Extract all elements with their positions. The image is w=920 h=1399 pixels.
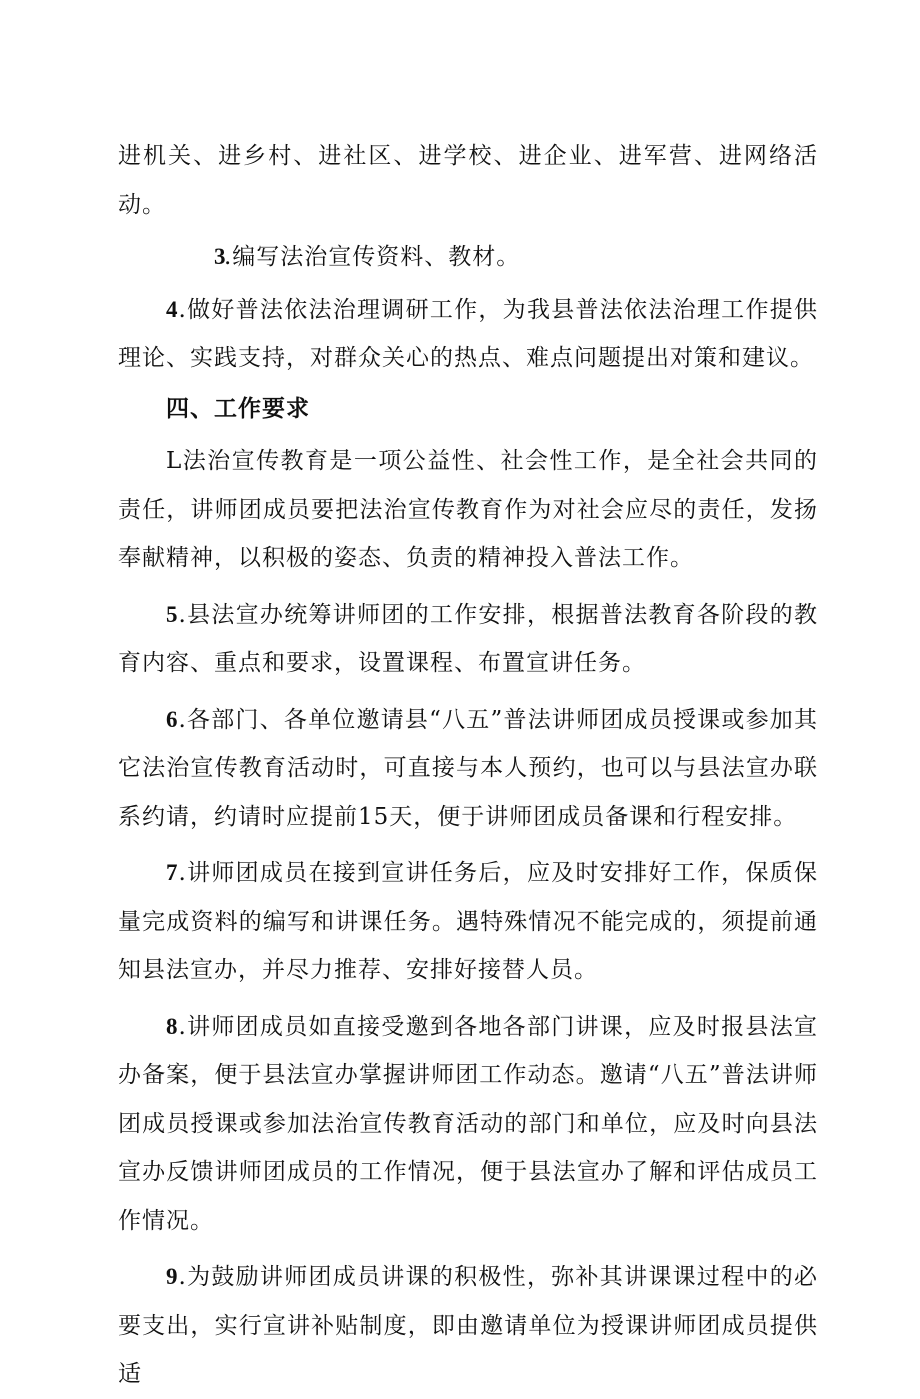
requirement-7-number: 7 — [166, 860, 179, 885]
section-heading-requirements: 四、工作要求 — [166, 395, 310, 422]
requirement-8-number: 8 — [166, 1013, 179, 1039]
requirement-7 — [118, 849, 818, 995]
item-3-number: 3 — [214, 244, 227, 269]
requirement-1: L法治宣传教育是一项公益性、社会性工作，是全社会共同的责任，讲师团成员要把法治宣传教育作为对社会应尽的责任，发扬奉献精神，以积极的姿态、负责的精神投入普法工作。 — [118, 448, 818, 571]
item-4-text: .做好普法依法治理调研工作，为我县普法依法治理工作提供理论、实践支持，对群众关心的热点、难点问题提出对策和建议。 — [118, 296, 818, 371]
requirement-6 — [118, 696, 818, 842]
item-3-text: .编写法治宣传资料、教材。 — [224, 244, 521, 270]
requirement-5 — [118, 591, 818, 688]
requirement-6-number: 6 — [166, 706, 179, 732]
item-4-number: 4 — [166, 296, 179, 322]
requirement-9-number: 9 — [166, 1264, 179, 1289]
requirement-9 — [118, 1253, 818, 1399]
item-4 — [118, 286, 818, 383]
document-body — [118, 132, 818, 1399]
requirement-7-text: .讲师团成员在接到宣讲任务后，应及时安排好工作，保质保量完成资料的编写和讲课任务。遇特殊情况不能完成的，须提前通知县法宣办，并尽力推荐、安排好接替人员。 — [118, 860, 818, 983]
requirement-5-text: .县法宣办统筹讲师团的工作安排，根据普法教育各阶段的教育内容、重点和要求，设置课程、布置宣讲任务。 — [118, 601, 818, 676]
requirement-9-text: .为鼓励讲师团成员讲课的积极性，弥补其讲课课过程中的必要支出，实行宣讲补贴制度，即由邀请单位为授课讲师团成员提供适 — [118, 1264, 818, 1387]
item-3 — [118, 233, 818, 282]
requirement-5-number: 5 — [166, 601, 179, 627]
requirement-8-text: .讲师团成员如直接受邀到各地各部门讲课，应及时报县法宣办备案，便于县法宣办掌握讲师团工作动态。邀请“八五”普法讲师团成员授课或参加法治宣传教育活动的部门和单位，应及时向县法宣办反馈讲师团成员的工作情况，便于县法宣办了解和评估成员工作情况。 — [118, 1013, 818, 1234]
requirement-6-text: .各部门、各单位邀请县“八五”普法讲师团成员授课或参加其它法治宣传教育活动时，可直接与本人预约，也可以与县法宣办联系约请，约请时应提前15天，便于讲师团成员备课和行程安排。 — [118, 706, 818, 830]
requirement-8 — [118, 1003, 818, 1246]
continued-line: 进机关、进乡村、进社区、进学校、进企业、进军营、进网络活动。 — [118, 143, 818, 218]
